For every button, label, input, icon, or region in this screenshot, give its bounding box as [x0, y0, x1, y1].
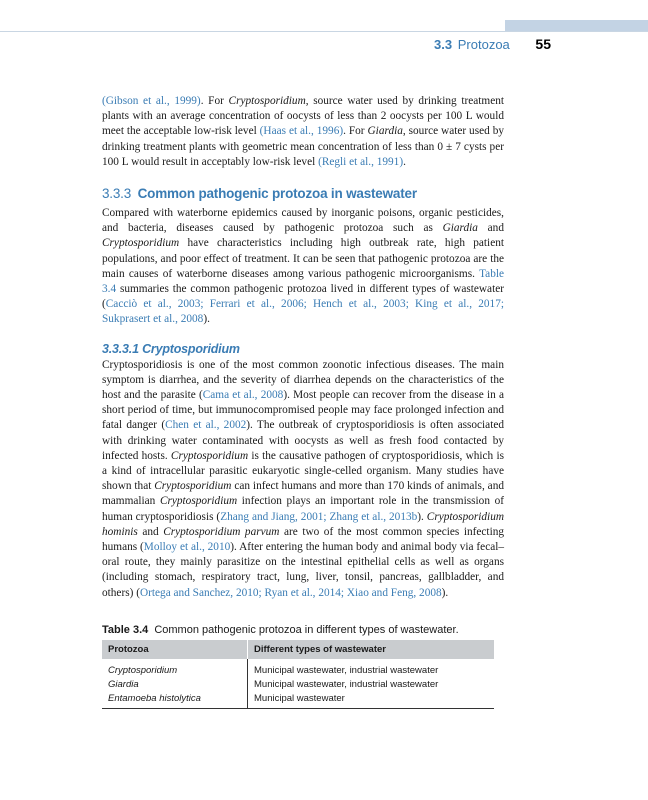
- protozoa-table: [102, 640, 494, 709]
- table-header-row: [102, 640, 494, 659]
- italic-term: Cryptosporidium hominis: [102, 510, 504, 538]
- section-number: 3.3.3: [102, 186, 132, 202]
- page-number: 55: [535, 36, 551, 52]
- paragraph-common-protozoa: Compared with waterborne epidemics caused by inorganic poisons, organic pesticides, and bacteria, diseases caused by pathogenic protozoa such as Giardia and Cryptosporidium have characteristics including high outbreak rate, high patient populations, and poor effect of treatment. It can be seen that pathogenic protozoa are the main causes of waterborne diseases among various pathogenic microorganisms. Table 3.4 summaries the common pathogenic protozoa lived in different types of wastewater (Cacciò et al., 2003; Ferrari et al., 2006; Hench et al., 2003; King et al., 2017; Sukprasert et al., 2008).: [102, 207, 504, 326]
- paragraph-intro: (Gibson et al., 1999). For Cryptosporidium, source water used by drinking treatment plants with an average concentration of oocysts of less than 2 oocysts per 100 L would meet the acceptable low-risk level (Haas et al., 1996). For Giardia, source water used by drinking treatment plants with geometric mean concentration of less than 0 ± 7 cysts per 100 L would result in acceptably low-risk level (Regli et al., 1991).: [102, 95, 505, 168]
- running-head-section-title: Protozoa: [457, 37, 510, 52]
- citation-link[interactable]: Ortega and Sanchez, 2010; Ryan et al., 2014; Xiao and Feng, 2008: [139, 586, 442, 599]
- citation-link[interactable]: Chen et al., 2002: [165, 419, 247, 432]
- table-cell-wastewater: Municipal wastewater, industrial wastewater: [254, 664, 439, 676]
- table-cell-wastewater: Municipal wastewater: [248, 691, 495, 709]
- table-caption-text: Common pathogenic protozoa in different types of wastewater.: [154, 624, 459, 636]
- italic-term: Cryptosporidium parvum: [163, 525, 280, 538]
- italic-term: Cryptosporidium: [102, 237, 180, 250]
- italic-term: Giardia: [367, 125, 403, 138]
- paragraph-cryptosporidium: Cryptosporidiosis is one of the most common zoonotic infectious diseases. The main symptom is diarrhea, and the severity of diarrhea depends on the characteristics of the host and the parasite (Cama et al., 2008). Most people can recover from the disease in a short period of time, but immunocompromised people may face prolonged infection and fatal danger (Chen et al., 2002). The outbreak of cryptosporidiosis is often associated with drinking water contaminated with oocysts as well as fresh food contacted by infected hosts. Cryptosporidium is the causative pathogen of cryptosporidiosis, which is a kind of intracellular parasitic eukaryotic single-celled organism. Many studies have shown that Cryptosporidium can infect humans and more than 170 kinds of animals, and mammalian Cryptosporidium infection plays an important role in the transmission of human cryptosporidiosis (Zhang and Jiang, 2001; Zhang et al., 2013b). Cryptosporidium hominis and Cryptosporidium parvum are two of the most common species infecting humans (Molloy et al., 2010). After entering the human body and animal body via fecal–oral route, they mainly parasitize on the intestinal epithelial cells as well as organs (including stomach, respiratory tract, lung, liver, tonsil, pancreas, gallbladder, and others) (Ortega and Sanchez, 2010; Ryan et al., 2014; Xiao and Feng, 2008).: [102, 358, 505, 599]
- column-header-protozoa: Protozoa: [102, 640, 248, 659]
- table-row: [102, 691, 494, 709]
- table-cell-protozoa: Cryptosporidium: [102, 659, 248, 677]
- italic-term: Cryptosporidium: [170, 449, 249, 462]
- citation-link[interactable]: (Regli et al., 1991): [318, 155, 404, 168]
- italic-term: Giardia: [442, 222, 478, 235]
- italic-term: Cryptosporidium: [159, 495, 238, 508]
- citation-link[interactable]: (Gibson et al., 1999): [102, 95, 201, 107]
- table-3-4: [102, 624, 494, 709]
- citation-link[interactable]: Cacciò et al., 2003; Ferrari et al., 2006; Hench et al., 2003; King et al., 2017; Sukprasert et al., 2008: [102, 298, 504, 326]
- column-header-wastewater-types: Different types of wastewater: [248, 640, 495, 659]
- running-head-section-number: 3.3: [434, 37, 453, 52]
- italic-term: Cryptosporidium: [228, 95, 306, 107]
- subsection-heading-cryptosporidium: 3.3.3.1 Cryptosporidium: [102, 341, 240, 356]
- section-heading-3-3-3: [102, 186, 504, 201]
- citation-link[interactable]: Zhang and Jiang, 2001; Zhang et al., 2013b: [220, 510, 418, 523]
- table-row: [102, 659, 494, 677]
- table-cell-wastewater: Municipal wastewater, industrial wastewater: [254, 678, 439, 690]
- table-cell-protozoa: Entamoeba histolytica: [102, 691, 248, 709]
- table-row: [102, 677, 494, 691]
- table-label: Table 3.4: [102, 624, 149, 636]
- citation-link[interactable]: Cama et al., 2008: [202, 389, 284, 402]
- table-cell-protozoa: Giardia: [102, 677, 248, 691]
- running-head: [0, 36, 551, 52]
- citation-link[interactable]: Table 3.4: [102, 267, 504, 296]
- citation-link[interactable]: Molloy et al., 2010: [143, 541, 231, 554]
- main-text: [102, 94, 504, 601]
- section-title: Common pathogenic protozoa in wastewater: [137, 186, 417, 202]
- citation-link[interactable]: (Haas et al., 1996): [259, 125, 344, 138]
- header-accent-bar: [505, 20, 648, 31]
- italic-term: Cryptosporidium: [154, 480, 232, 493]
- header-rule: [0, 31, 648, 32]
- table-caption: [102, 624, 494, 636]
